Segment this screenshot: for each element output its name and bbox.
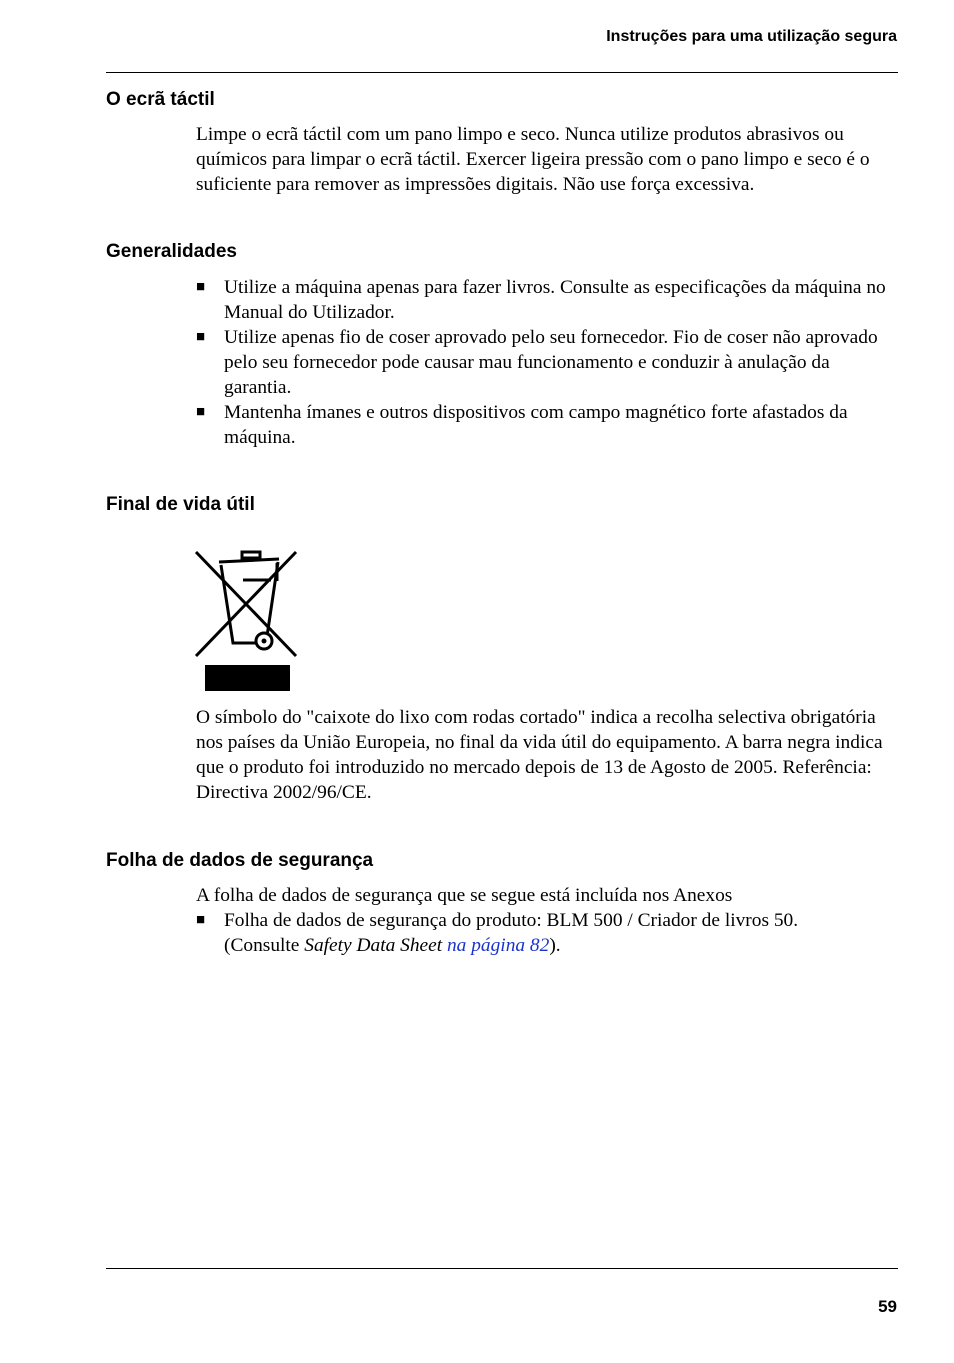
safety-data-intro: A folha de dados de segurança que se segue está incluída nos Anexos — [196, 885, 733, 906]
page-number: 59 — [878, 1297, 897, 1316]
safety-data-list — [196, 908, 898, 958]
safety-data-reference: Safety Data Sheet — [304, 935, 443, 956]
list-item — [196, 325, 898, 400]
list-item-text: Utilize a máquina apenas para fazer livros. Consulte as especificações da máquina no Manual do Utilizador. — [224, 277, 886, 323]
safety-data-item-suffix: ). — [549, 935, 561, 956]
safety-data-item-line1: Folha de dados de segurança do produto: BLM 500 / Criador de livros 50. — [224, 910, 799, 931]
list-item — [196, 400, 898, 450]
heading-touchscreen: O ecrã táctil — [106, 89, 215, 110]
running-header: Instruções para uma utilização segura — [606, 28, 897, 45]
black-bar — [205, 665, 290, 691]
end-of-life-text: O símbolo do "caixote do lixo com rodas cortado" indica a recolha selectiva obrigatória nos países da União Europeia, no final da vida útil do equipamento. A barra negra indica que o produto foi introduzido no mercado depois de 13 de Agosto de 2005. Referência: Directiva 2002/96/CE. — [196, 707, 883, 803]
safety-data-item-prefix: (Consulte — [224, 935, 305, 956]
page-reference-link[interactable]: na página 82 — [446, 935, 550, 956]
list-item-text: Utilize apenas fio de coser aprovado pelo seu fornecedor. Fio de coser não aprovado pelo seu fornecedor pode causar mau funcionamento e conduzir à anulação da garantia. — [224, 327, 878, 398]
general-section — [196, 275, 898, 450]
touchscreen-section — [196, 122, 898, 197]
safety-data-section — [196, 883, 898, 958]
header-rule — [106, 72, 898, 73]
list-item — [196, 908, 898, 958]
bullet-marker: ■ — [196, 279, 206, 295]
list-item — [196, 275, 898, 325]
end-of-life-section — [196, 705, 898, 805]
general-list — [196, 275, 898, 450]
bullet-marker: ■ — [196, 329, 206, 345]
touchscreen-text: Limpe o ecrã táctil com um pano limpo e seco. Nunca utilize produtos abrasivos ou químicos para limpar o ecrã táctil. Exercer ligeira pressão com o pano limpo e seco é o suficiente para remover as impressões digitais. Não use força excessiva. — [196, 124, 870, 195]
heading-safety-data: Folha de dados de segurança — [106, 850, 374, 871]
heading-end-of-life: Final de vida útil — [106, 494, 255, 515]
crossed-out-wheelie-bin-icon — [193, 548, 299, 692]
list-item-text: Mantenha ímanes e outros dispositivos com campo magnético forte afastados da máquina. — [224, 402, 848, 448]
heading-general: Generalidades — [106, 241, 237, 262]
footer-rule — [106, 1268, 898, 1269]
bullet-marker: ■ — [196, 912, 206, 928]
bullet-marker: ■ — [196, 404, 206, 420]
